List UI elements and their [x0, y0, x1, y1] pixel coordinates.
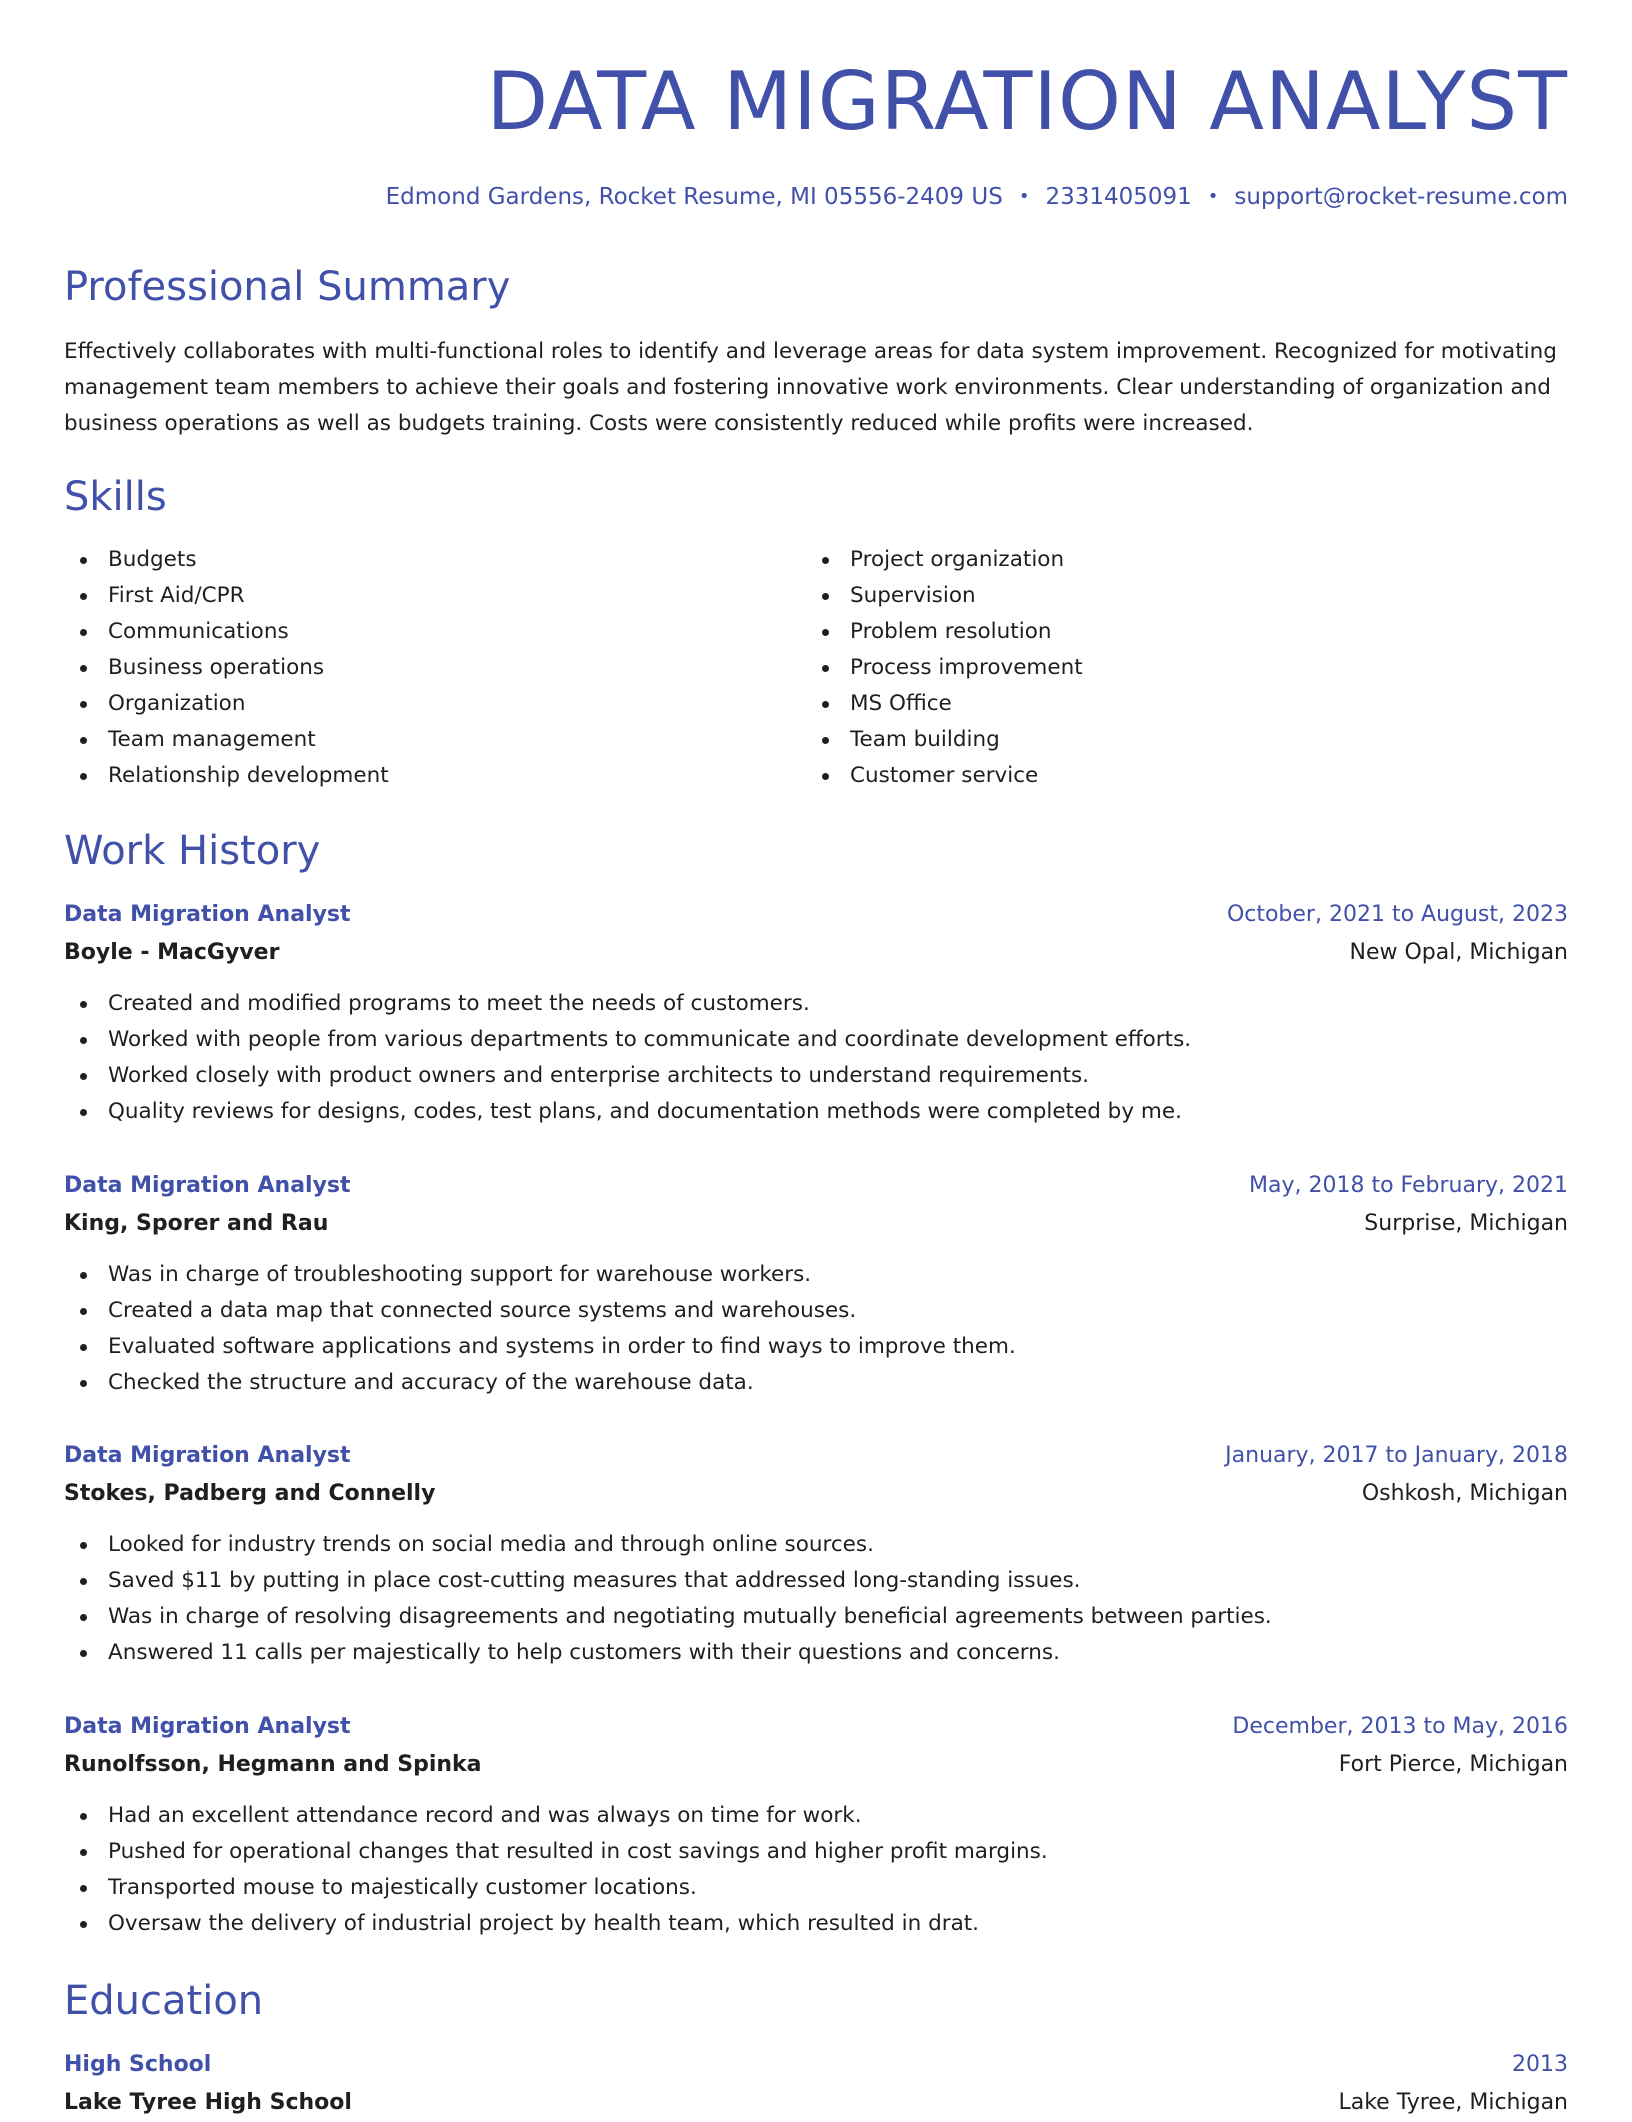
job-dates: October, 2021 to August, 2023 — [1226, 902, 1568, 927]
job-bullet: Worked with people from various departments to communicate and coordinate development efforts. — [64, 1022, 1568, 1058]
skill-item: Project organization — [806, 542, 1083, 578]
work-history-heading: Work History — [64, 828, 321, 874]
job-bullets — [64, 1798, 1568, 1942]
job-entry — [64, 1437, 1568, 1671]
education-year: 2013 — [1512, 2052, 1568, 2077]
skill-item: Communications — [64, 614, 389, 650]
education-heading: Education — [64, 1978, 264, 2024]
job-role: Data Migration Analyst — [64, 902, 351, 927]
job-bullets — [64, 1257, 1568, 1401]
skill-item: Process improvement — [806, 650, 1083, 686]
job-bullet: Oversaw the delivery of industrial project by health team, which resulted in drat. — [64, 1906, 1568, 1942]
job-role: Data Migration Analyst — [64, 1173, 351, 1198]
job-bullet: Was in charge of resolving disagreements and negotiating mutually beneficial agreements between parties. — [64, 1599, 1568, 1635]
contact-address: Edmond Gardens, Rocket Resume, MI 05556-2409 US — [385, 184, 1003, 210]
education-entry — [64, 2046, 1568, 2122]
skills-list-left — [64, 542, 389, 794]
job-company: King, Sporer and Rau — [64, 1211, 329, 1236]
education-location: Lake Tyree, Michigan — [1338, 2090, 1568, 2115]
job-bullets — [64, 1527, 1568, 1671]
education-school: Lake Tyree High School — [64, 2090, 352, 2115]
job-entry — [64, 1708, 1568, 1942]
job-company: Boyle - MacGyver — [64, 940, 280, 965]
job-bullet: Looked for industry trends on social media and through online sources. — [64, 1527, 1568, 1563]
job-role: Data Migration Analyst — [64, 1714, 351, 1739]
skill-item: Team building — [806, 722, 1083, 758]
skills-list-right — [806, 542, 1083, 794]
job-dates: January, 2017 to January, 2018 — [1225, 1443, 1568, 1468]
skill-item: Problem resolution — [806, 614, 1083, 650]
job-bullet: Answered 11 calls per majestically to help customers with their questions and concerns. — [64, 1635, 1568, 1671]
skill-item: Budgets — [64, 542, 389, 578]
job-bullet: Quality reviews for designs, codes, test plans, and documentation methods were completed by me. — [64, 1094, 1568, 1130]
summary-heading: Professional Summary — [64, 264, 511, 310]
job-bullet: Created and modified programs to meet the needs of customers. — [64, 986, 1568, 1022]
job-location: New Opal, Michigan — [1349, 940, 1568, 965]
summary-text: Effectively collaborates with multi-functional roles to identify and leverage areas for data system improvement. Recognized for motivating management team members to achieve their goals and fostering innovative work environments. Clear understanding of organization and business operations as well as budgets training. Costs were consistently reduced while profits were increased. — [64, 339, 1557, 436]
job-bullet: Transported mouse to majestically customer locations. — [64, 1870, 1568, 1906]
resume-title: DATA MIGRATION ANALYST — [486, 55, 1568, 148]
skills-heading: Skills — [64, 474, 167, 520]
job-bullet: Evaluated software applications and systems in order to find ways to improve them. — [64, 1329, 1568, 1365]
job-bullet: Worked closely with product owners and enterprise architects to understand requirements. — [64, 1058, 1568, 1094]
education-degree: High School — [64, 2052, 212, 2077]
contact-phone: 2331405091 — [1045, 184, 1192, 210]
skill-item: Team management — [64, 722, 389, 758]
job-bullet: Had an excellent attendance record and was always on time for work. — [64, 1798, 1568, 1834]
job-entry — [64, 896, 1568, 1130]
skill-item: First Aid/CPR — [64, 578, 389, 614]
separator-dot: • — [1207, 186, 1219, 207]
job-bullets — [64, 986, 1568, 1130]
skill-item: Business operations — [64, 650, 389, 686]
skill-item: Customer service — [806, 758, 1083, 794]
skill-item: Supervision — [806, 578, 1083, 614]
job-location: Surprise, Michigan — [1364, 1211, 1568, 1236]
job-role: Data Migration Analyst — [64, 1443, 351, 1468]
skill-item: Organization — [64, 686, 389, 722]
job-location: Fort Pierce, Michigan — [1338, 1752, 1568, 1777]
job-bullet: Saved $11 by putting in place cost-cutting measures that addressed long-standing issues. — [64, 1563, 1568, 1599]
job-company: Stokes, Padberg and Connelly — [64, 1481, 436, 1506]
job-bullet: Was in charge of troubleshooting support for warehouse workers. — [64, 1257, 1568, 1293]
job-bullet: Pushed for operational changes that resulted in cost savings and higher profit margins. — [64, 1834, 1568, 1870]
job-company: Runolfsson, Hegmann and Spinka — [64, 1752, 482, 1777]
contact-email: support@rocket-resume.com — [1234, 184, 1568, 210]
skill-item: MS Office — [806, 686, 1083, 722]
separator-dot: • — [1018, 186, 1030, 207]
contact-line — [386, 181, 1568, 215]
skill-item: Relationship development — [64, 758, 389, 794]
job-bullet: Checked the structure and accuracy of the warehouse data. — [64, 1365, 1568, 1401]
job-entry — [64, 1167, 1568, 1401]
job-dates: May, 2018 to February, 2021 — [1249, 1173, 1568, 1198]
job-location: Oshkosh, Michigan — [1361, 1481, 1568, 1506]
job-dates: December, 2013 to May, 2016 — [1232, 1714, 1568, 1739]
job-bullet: Created a data map that connected source systems and warehouses. — [64, 1293, 1568, 1329]
